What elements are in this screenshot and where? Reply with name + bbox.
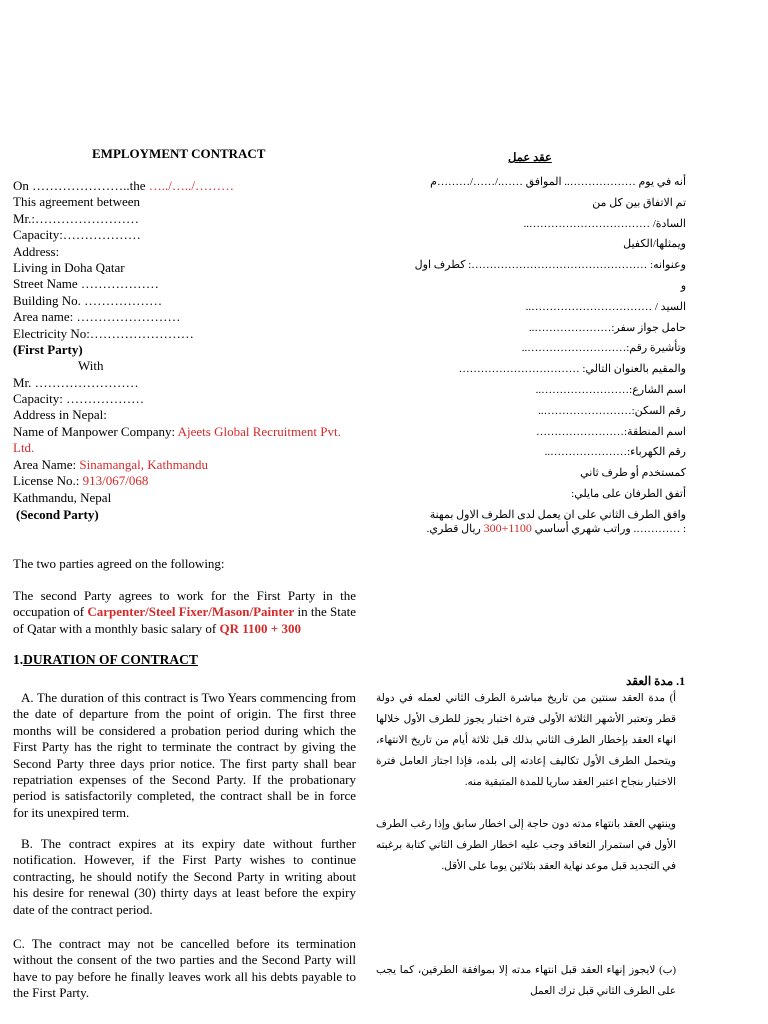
party-detail-line xyxy=(13,309,358,325)
party-detail-text: Mr. …………………… xyxy=(13,374,139,390)
party-details xyxy=(13,178,358,424)
party-detail-line xyxy=(13,194,358,210)
area-name-label: Area Name: xyxy=(13,457,80,472)
second-party-label: (Second Party) xyxy=(16,507,99,522)
arabic-detail-line: كمستخدم أو طرف ثاني xyxy=(580,467,686,480)
party-detail-line xyxy=(13,326,358,342)
party-detail-line xyxy=(13,244,358,260)
manpower-company-value: Ajeets Global Recruitment Pvt. Ltd. xyxy=(13,424,341,456)
arabic-duration-paragraph-a: أ) مدة العقد سنتين من تاريخ مباشرة الطرف الثاني لعمله في دولة قطر وتعتبر الأشهر الثلاثة الأولى فترة اختبار يجوز للطرف الأول خلالها انهاء العقد بإخطار الطرف الثاني بذلك قبل ثلاثة أيام من تاريخ الانتهاء، ويتحمل الطرف الأول تكاليف إعادته إلى بلده، فإذا اجتاز العامل فترة الاختبار بنجاح اعتبر العقد ساريا للمدة المتبقية منه. xyxy=(376,693,676,788)
arabic-salary-line xyxy=(427,520,686,537)
occupation-text-2: in the State of Qatar with a monthly basic salary of xyxy=(13,604,356,636)
city-line: Kathmandu, Nepal xyxy=(13,490,112,505)
party-detail-text: Address: xyxy=(13,243,60,259)
section-1-heading xyxy=(13,652,198,668)
party-detail-text: Street Name ……………… xyxy=(13,276,159,292)
party-detail-line xyxy=(13,211,358,227)
arabic-detail-line: تم الاتفاق بين كل من xyxy=(592,196,686,209)
party-detail-line xyxy=(13,276,358,292)
area-name-value: Sinamangal, Kathmandu xyxy=(79,457,208,472)
arabic-detail-line: حامل جواز سفر:………………….. xyxy=(528,321,686,334)
arabic-detail-line: أنه في يوم ……………….. الموافق ……./……/………م xyxy=(430,176,686,188)
party-detail-text: With xyxy=(78,358,104,374)
section-1-title: DURATION OF CONTRACT xyxy=(23,652,198,667)
party-detail-text: On …………………..the xyxy=(13,178,149,193)
manpower-company-line xyxy=(13,424,356,457)
arabic-detail-line: وعنوانه: …………………………………………: كطرف اول xyxy=(414,259,686,272)
party-detail-text: Capacity: ……………… xyxy=(13,391,145,407)
arabic-detail-line: ويمثلها/الكفيل xyxy=(623,238,686,251)
occupation-salary: QR 1100 + 300 xyxy=(219,620,301,636)
arabic-detail-line: وافق الطرف الثاني على ان يعمل لدى الطرف الاول بمهنة xyxy=(429,508,686,521)
party-detail-text: (First Party) xyxy=(13,341,83,357)
arabic-salary-text-2: ريال قطري. xyxy=(426,523,484,535)
party-detail-line xyxy=(13,358,358,374)
agreed-line: The two parties agreed on the following: xyxy=(13,556,225,571)
party-detail-line xyxy=(13,260,358,276)
arabic-duration-paragraph-c: (ب) لايجوز إنهاء العقد قبل انتهاء مدته إلا بموافقة الطرفين، كما يجب على الطرف الثاني قبل ترك العمل xyxy=(376,965,676,997)
license-line xyxy=(13,473,356,489)
arabic-party-details xyxy=(386,172,686,526)
party-detail-line xyxy=(13,407,358,423)
arabic-detail-line: و xyxy=(680,279,686,292)
license-value: 913/067/068 xyxy=(82,473,149,488)
arabic-duration-paragraph-b: وينتهي العقد بانتهاء مدته دون حاجة إلى اخطار سابق وإذا رغب الطرف الأول في استمرار التعاقد وجب عليه اخطار الطرف الثاني كتابة برغبته في التجديد قبل موعد نهاية العقد بثلاثين يوما على الأقل. xyxy=(376,819,676,872)
party-detail-line xyxy=(13,375,358,391)
document-title: EMPLOYMENT CONTRACT xyxy=(92,146,266,161)
party-detail-line xyxy=(13,227,358,243)
duration-paragraph-b: B. The contract expires at its expiry date without further notification. However, if the First Party wishes to continue contracting, he should notify the Second Party in writing about his desire for renewal (30) thirty days at least before the expiry date of the contract period. xyxy=(13,836,356,917)
area-name-line xyxy=(13,457,356,473)
duration-paragraph-a: A. The duration of this contract is Two Years commencing from the date of departure from the point of origin. The first three months will be considered a probation period during which the First Party has the right to terminate the contract by giving the Second Party three days prior notice. The first party shall bear repatriation expenses of the Second Party. If the probationary period is satisfactorily completed, the contract shall be in force for its unexpired term. xyxy=(13,690,356,820)
party-detail-line xyxy=(13,293,358,309)
license-label: License No.: xyxy=(13,473,83,488)
date-placeholder: …../…../……… xyxy=(148,178,235,193)
party-detail-text: Electricity No:…………………… xyxy=(13,325,194,341)
party-detail-line xyxy=(13,178,358,194)
party-detail-text: Mr.:…………………… xyxy=(13,210,140,226)
party-detail-text: Capacity:……………… xyxy=(13,227,141,243)
party-detail-text: This agreement between xyxy=(13,194,141,210)
party-detail-line xyxy=(13,391,358,407)
party-detail-text: Area name: …………………… xyxy=(13,309,181,325)
arabic-section-1-heading: 1. مدة العقد xyxy=(626,674,686,688)
section-1-number: 1. xyxy=(13,652,24,667)
arabic-detail-line: وتأشيرة رقم:……………………….. xyxy=(521,342,686,355)
party-detail-text: Address in Nepal: xyxy=(13,407,107,423)
arabic-detail-line: رقم السكن:…………………….. xyxy=(538,404,686,417)
arabic-detail-line: السادة/ …………………………….. xyxy=(523,217,686,230)
duration-paragraph-c: C. The contract may not be cancelled before its termination without the consent of the two parties and the Second Party will have to pay before he finally leaves work all his debts payable to the First Party. xyxy=(13,936,356,1001)
party-detail-text: Living in Doha Qatar xyxy=(13,259,125,275)
manpower-company-label: Name of Manpower Company: xyxy=(13,424,178,439)
arabic-salary-value: 1100+300 xyxy=(483,521,532,535)
arabic-detail-line: اسم الشارع:…………………….. xyxy=(535,383,686,396)
occupation-text-1: The second Party agrees to work for the First Party in the occupation of xyxy=(13,588,356,620)
party-detail-text: Building No. ……………… xyxy=(13,292,163,308)
arabic-detail-line: رقم الكهرباء:………………….. xyxy=(544,446,686,459)
arabic-title: عقد عمل xyxy=(508,152,552,164)
party-detail-line xyxy=(13,342,358,358)
occupation-job: Carpenter/Steel Fixer/Mason/Painter xyxy=(87,604,295,620)
arabic-detail-line: والمقيم بالعنوان التالي: …………………………… xyxy=(458,363,686,376)
arabic-detail-line: أتفق الطرفان على مايلي: xyxy=(571,487,686,500)
arabic-detail-line: اسم المنطقة:…………………… xyxy=(536,425,686,438)
arabic-salary-text-1: : …………. وراتب شهري أساسي xyxy=(531,523,686,535)
arabic-detail-line: السيد / …………………………….. xyxy=(525,300,686,313)
occupation-paragraph xyxy=(13,588,356,637)
